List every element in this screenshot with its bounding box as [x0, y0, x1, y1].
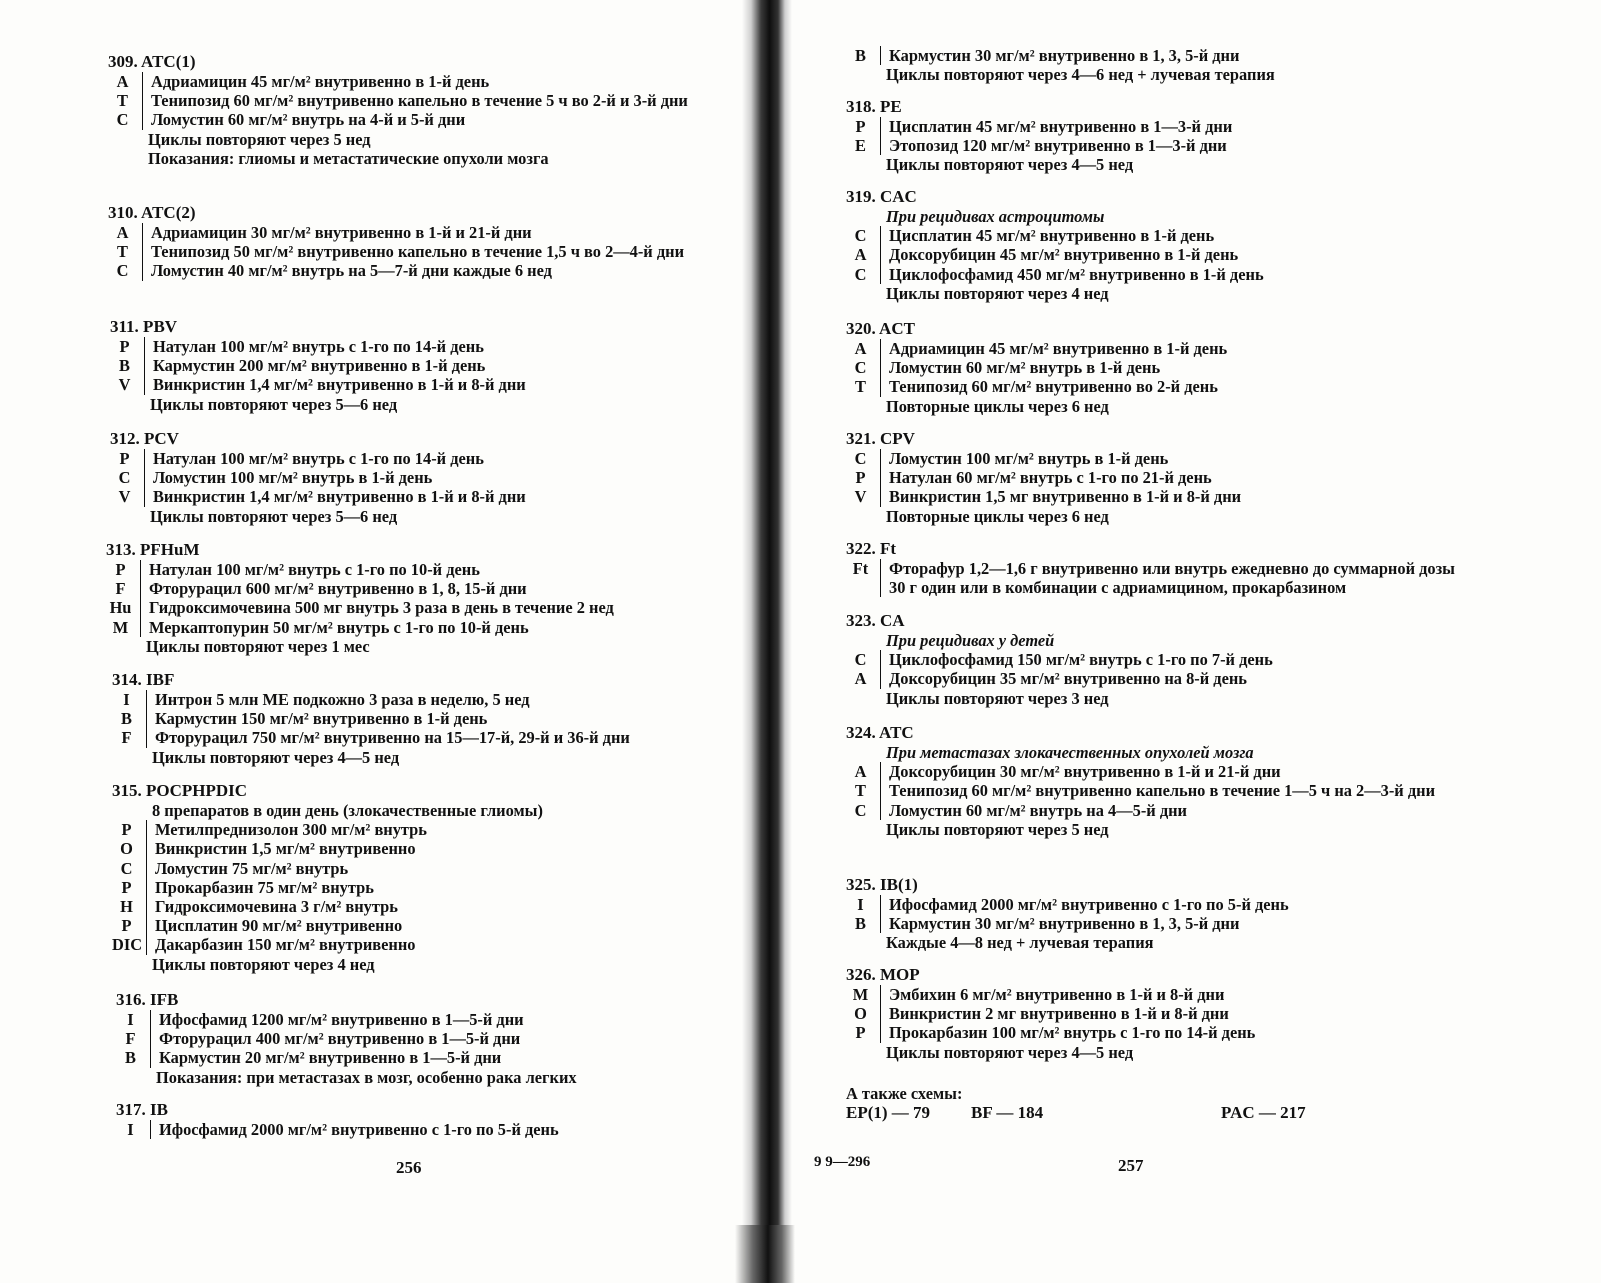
regimen-title: 326. MOP: [846, 965, 920, 984]
drug-code: T: [855, 781, 866, 801]
regimen-title: 325. IB(1): [846, 875, 918, 894]
drug-dose: Винкристин 1,5 мг внутривенно в 1-й и 8-й дни: [880, 487, 1456, 506]
drug-code: B: [125, 1048, 136, 1068]
drug-dose: Тенипозид 60 мг/м² внутривенно капельно в течение 5 ч во 2-й и 3-й дни: [142, 91, 708, 110]
drug-code: I: [127, 1010, 134, 1029]
drug-dose: Этопозид 120 мг/м² внутривенно в 1—3-й дни: [880, 136, 1456, 155]
drug-code: C: [116, 261, 129, 281]
drug-dose: Доксорубицин 35 мг/м² внутривенно на 8-й день: [880, 669, 1456, 688]
drug-dose: Кармустин 30 мг/м² внутривенно в 1, 3, 5-й дни: [880, 46, 1456, 65]
drug-dose: Циклофосфамид 450 мг/м² внутривенно в 1-й день: [880, 265, 1456, 284]
drug-code: P: [855, 468, 866, 488]
drug-code: V: [118, 375, 131, 395]
regimen-title: 317. IB: [116, 1100, 168, 1119]
drug-dose: Винкристин 1,4 мг/м² внутривенно в 1-й и 8-й дни: [144, 375, 710, 394]
regimen-note: Показания: глиомы и метастатические опухоли мозга: [148, 148, 549, 168]
regimen-note: Показания: при метастазах в мозг, особенно рака легких: [156, 1067, 577, 1087]
drug-code: A: [854, 245, 867, 265]
drug-list: [110, 449, 710, 507]
regimen-note: Циклы повторяют через 4 нед: [152, 954, 375, 974]
drug-list: [116, 1120, 716, 1139]
regimen-entry: [846, 318, 1456, 416]
drug-dose: Тенипозид 50 мг/м² внутривенно капельно в течение 1,5 ч во 2—4-й дни: [142, 242, 708, 261]
regimen-title: 315. POCPHPDIC: [112, 781, 248, 800]
drug-dose: Винкристин 1,5 мг/м² внутривенно: [146, 839, 712, 858]
regimen-note: Циклы повторяют через 1 мес: [146, 636, 370, 656]
drug-list: [116, 1010, 716, 1068]
regimen-title: 314. IBF: [112, 670, 175, 689]
regimen-title: 324. ATC: [846, 723, 914, 742]
drug-dose: Ифосфамид 1200 мг/м² внутривенно в 1—5-й дни: [150, 1010, 716, 1029]
regimen-subtitle: 8 препаратов в один день (злокачественные глиомы): [152, 801, 543, 820]
drug-dose: Гидроксимочевина 500 мг внутрь 3 раза в день в течение 2 нед: [140, 598, 706, 617]
regimen-entry: [110, 428, 710, 526]
regimen-title: 318. PE: [846, 97, 902, 116]
drug-code: I: [857, 895, 864, 914]
drug-code: P: [855, 1023, 866, 1043]
book-gutter: [742, 0, 792, 1283]
drug-list: [106, 560, 706, 637]
regimen-title: 312. PCV: [110, 429, 179, 448]
drug-dose: Ифосфамид 2000 мг/м² внутривенно с 1-го по 5-й день: [150, 1120, 716, 1139]
also-scheme-item: EP(1) — 79: [846, 1103, 931, 1123]
regimen-note: Циклы повторяют через 4 нед: [886, 283, 1109, 303]
drug-dose: Кармустин 150 мг/м² внутривенно в 1-й день: [146, 709, 712, 728]
drug-dose: Цисплатин 45 мг/м² внутривенно в 1-й день: [880, 226, 1456, 245]
drug-dose: Ифосфамид 2000 мг/м² внутривенно с 1-го по 5-й день: [880, 895, 1456, 914]
regimen-title: 313. PFHuM: [106, 540, 200, 559]
drug-code: M: [852, 985, 869, 1004]
drug-dose: Натулан 100 мг/м² внутрь с 1-го по 10-й день: [140, 560, 706, 579]
regimen-entry: [846, 428, 1456, 526]
drug-dose: Винкристин 1,4 мг/м² внутривенно в 1-й и 8-й дни: [144, 487, 710, 506]
drug-dose: Адриамицин 45 мг/м² внутривенно в 1-й день: [880, 339, 1456, 358]
regimen-entry: [108, 51, 708, 168]
drug-list: [846, 117, 1456, 155]
drug-list: [846, 46, 1456, 65]
regimen-note: Циклы повторяют через 3 нед: [886, 688, 1109, 708]
drug-dose: Ломустин 60 мг/м² внутрь в 1-й день: [880, 358, 1456, 377]
regimen-entry: [846, 186, 1456, 303]
regimen-entry: [106, 539, 706, 656]
drug-code: T: [117, 242, 128, 262]
regimen-note: Циклы повторяют через 5 нед: [886, 819, 1109, 839]
regimen-subtitle: При рецидивах у детей: [886, 631, 1055, 650]
drug-list: [112, 820, 712, 954]
page-number-left: 256: [396, 1158, 422, 1177]
drug-list: [846, 449, 1456, 507]
drug-code: A: [854, 339, 867, 358]
drug-code: B: [855, 46, 866, 65]
drug-code: P: [121, 916, 132, 936]
drug-code: Ft: [852, 559, 869, 578]
drug-code: F: [125, 1029, 136, 1049]
regimen-title: 316. IFB: [116, 990, 179, 1009]
drug-dose: Адриамицин 45 мг/м² внутривенно в 1-й день: [142, 72, 708, 91]
drug-dose: Натулан 100 мг/м² внутрь с 1-го по 14-й день: [144, 449, 710, 468]
drug-code: V: [118, 487, 131, 507]
regimen-title: 319. CAC: [846, 187, 917, 206]
drug-dose: Тенипозид 60 мг/м² внутривенно капельно в течение 1—5 ч на 2—3-й дни: [880, 781, 1456, 800]
drug-dose: Циклофосфамид 150 мг/м² внутрь с 1-го по 7-й день: [880, 650, 1456, 669]
drug-code: C: [854, 226, 867, 246]
drug-dose: Прокарбазин 100 мг/м² внутрь с 1-го по 14-й день: [880, 1023, 1456, 1042]
drug-dose: Метилпреднизолон 300 мг/м² внутрь: [146, 820, 712, 839]
drug-code: C: [854, 650, 867, 670]
drug-dose: Кармустин 20 мг/м² внутривенно в 1—5-й дни: [150, 1048, 716, 1067]
drug-dose: Ломустин 60 мг/м² внутрь на 4—5-й дни: [880, 801, 1456, 820]
drug-code: P: [115, 560, 126, 579]
drug-dose: Ломустин 75 мг/м² внутрь: [146, 859, 712, 878]
regimen-title: 309. ATC(1): [108, 52, 196, 71]
drug-code: B: [121, 709, 132, 729]
regimen-note: Циклы повторяют через 5—6 нед: [150, 394, 398, 414]
drug-code: DIC: [112, 935, 143, 955]
drug-code: B: [119, 356, 130, 376]
drug-dose: Ломустин 100 мг/м² внутрь в 1-й день: [880, 449, 1456, 468]
right-page: [790, 0, 1601, 1283]
regimen-note: Циклы повторяют через 4—5 нед: [886, 1042, 1134, 1062]
drug-dose: Кармустин 200 мг/м² внутривенно в 1-й день: [144, 356, 710, 375]
drug-code: T: [855, 377, 866, 397]
drug-code: O: [854, 1004, 867, 1024]
regimen-entry: [846, 96, 1456, 175]
drug-dose: Ломустин 60 мг/м² внутрь на 4-й и 5-й дни: [142, 110, 708, 129]
drug-dose: Цисплатин 90 мг/м² внутривенно: [146, 916, 712, 935]
drug-list: [112, 690, 712, 748]
also-schemes: [846, 1084, 1566, 1125]
drug-code: P: [855, 117, 866, 136]
drug-code: Hu: [109, 598, 132, 618]
regimen-title: 320. ACT: [846, 319, 915, 338]
drug-list: [846, 895, 1456, 933]
regimen-title: 323. CA: [846, 611, 905, 630]
regimen-title: 322. Ft: [846, 539, 897, 558]
drug-code: A: [116, 72, 129, 91]
drug-list: [108, 72, 708, 130]
drug-list: [846, 226, 1456, 284]
also-scheme-item: BF — 184: [971, 1103, 1044, 1123]
left-page: [0, 0, 745, 1283]
drug-list: [846, 985, 1456, 1043]
drug-dose: Натулан 100 мг/м² внутрь с 1-го по 14-й день: [144, 337, 710, 356]
drug-list: [110, 337, 710, 395]
drug-code: P: [119, 337, 130, 356]
drug-code: F: [121, 728, 132, 748]
drug-code: C: [116, 110, 129, 130]
drug-list: [846, 559, 1456, 597]
drug-dose: Гидроксимочевина 3 г/м² внутрь: [146, 897, 712, 916]
regimen-entry: [112, 780, 712, 974]
drug-code: V: [854, 487, 867, 507]
drug-code: B: [855, 914, 866, 934]
regimen-entry: [846, 874, 1456, 953]
drug-dose: Фторафур 1,2—1,6 г внутривенно или внутрь ежедневно до суммарной дозы 30 г один или в комбинации с адриамицином, прокарбазином: [880, 559, 1456, 597]
drug-code: C: [854, 449, 867, 468]
regimen-entry: [846, 610, 1456, 708]
regimen-entry: [846, 722, 1456, 839]
drug-code: P: [119, 449, 130, 468]
drug-code: P: [121, 877, 132, 897]
regimen-note: Циклы повторяют через 4—5 нед: [152, 747, 400, 767]
drug-code: E: [855, 136, 866, 156]
regimen-entry: [116, 1099, 716, 1139]
drug-code: A: [116, 223, 129, 242]
regimen-entry: [116, 989, 716, 1087]
drug-dose: Доксорубицин 30 мг/м² внутривенно в 1-й и 21-й дни: [880, 762, 1456, 781]
drug-dose: Ломустин 100 мг/м² внутрь в 1-й день: [144, 468, 710, 487]
regimen-note: Циклы повторяют через 5 нед: [148, 129, 371, 149]
drug-list: [846, 339, 1456, 397]
regimen-entry: [108, 202, 708, 281]
drug-list: [846, 762, 1456, 820]
drug-code: F: [115, 579, 126, 599]
drug-list: [108, 223, 708, 281]
drug-code: C: [118, 468, 131, 488]
also-schemes-label: А также схемы:: [846, 1084, 963, 1103]
drug-code: A: [854, 669, 867, 689]
regimen-subtitle: При метастазах злокачественных опухолей мозга: [886, 743, 1254, 762]
regimen-entry: [846, 964, 1456, 1062]
also-scheme-item: PAC — 217: [1221, 1103, 1306, 1123]
drug-dose: Интрон 5 млн МЕ подкожно 3 раза в неделю, 5 нед: [146, 690, 712, 709]
drug-code: H: [120, 897, 133, 917]
drug-dose: Фторурацил 400 мг/м² внутривенно в 1—5-й дни: [150, 1029, 716, 1048]
drug-dose: Натулан 60 мг/м² внутрь с 1-го по 21-й день: [880, 468, 1456, 487]
regimen-note: Циклы повторяют через 4—6 нед + лучевая терапия: [886, 65, 1275, 85]
regimen-entry: [846, 538, 1456, 597]
regimen-subtitle: При рецидивах астроцитомы: [886, 207, 1105, 226]
drug-code: I: [123, 690, 130, 709]
regimen-note: Циклы повторяют через 5—6 нед: [150, 506, 398, 526]
drug-code: C: [854, 800, 867, 820]
drug-dose: Ломустин 40 мг/м² внутрь на 5—7-й дни каждые 6 нед: [142, 261, 708, 280]
drug-code: C: [854, 358, 867, 378]
drug-dose: Фторурацил 750 мг/м² внутривенно на 15—17-й, 29-й и 36-й дни: [146, 728, 712, 747]
drug-code: A: [854, 762, 867, 782]
regimen-note: Циклы повторяют через 4—5 нед: [886, 155, 1134, 175]
regimen-entry: [110, 316, 710, 414]
drug-dose: Адриамицин 30 мг/м² внутривенно в 1-й и 21-й дни: [142, 223, 708, 242]
regimen-note: Повторные циклы через 6 нед: [886, 396, 1109, 416]
regimen-title: 321. CPV: [846, 429, 915, 448]
regimen-note: Каждые 4—8 нед + лучевая терапия: [886, 933, 1154, 953]
regimen-entry: [112, 669, 712, 767]
regimen-title: 311. PBV: [110, 317, 178, 336]
page-number-right: 257: [1118, 1156, 1144, 1175]
regimen-note: Повторные циклы через 6 нед: [886, 506, 1109, 526]
drug-dose: Прокарбазин 75 мг/м² внутрь: [146, 878, 712, 897]
drug-dose: Винкристин 2 мг внутривенно в 1-й и 8-й дни: [880, 1004, 1456, 1023]
drug-dose: Меркаптопурин 50 мг/м² внутрь с 1-го по 10-й день: [140, 618, 706, 637]
drug-dose: Цисплатин 45 мг/м² внутривенно в 1—3-й дни: [880, 117, 1456, 136]
drug-dose: Доксорубицин 45 мг/м² внутривенно в 1-й день: [880, 245, 1456, 264]
drug-list: [846, 650, 1456, 688]
signature-mark: 9 9—296: [814, 1154, 871, 1170]
drug-dose: Тенипозид 60 мг/м² внутривенно во 2-й день: [880, 377, 1456, 396]
drug-dose: Дакарбазин 150 мг/м² внутривенно: [146, 935, 712, 954]
drug-code: C: [854, 264, 867, 284]
drug-dose: Кармустин 30 мг/м² внутривенно в 1, 3, 5-й дни: [880, 914, 1456, 933]
regimen-entry: [846, 46, 1456, 84]
drug-dose: Фторурацил 600 мг/м² внутривенно в 1, 8, 15-й дни: [140, 579, 706, 598]
drug-code: P: [121, 820, 132, 840]
regimen-title: 310. ATC(2): [108, 203, 196, 222]
drug-code: C: [120, 858, 133, 878]
drug-code: T: [117, 91, 128, 111]
drug-code: M: [112, 617, 129, 637]
drug-code: I: [127, 1120, 134, 1139]
drug-code: O: [120, 839, 133, 859]
drug-dose: Эмбихин 6 мг/м² внутривенно в 1-й и 8-й дни: [880, 985, 1456, 1004]
